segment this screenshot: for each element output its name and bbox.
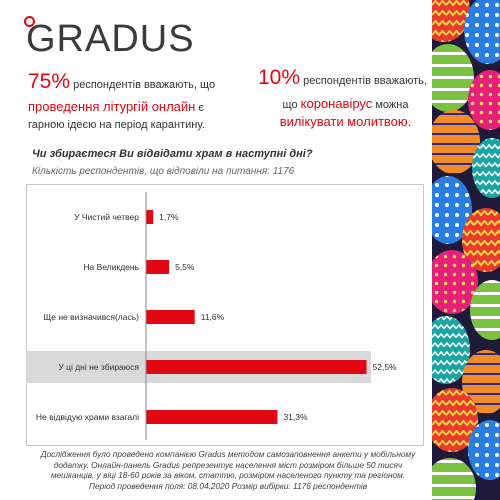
stat-text: респондентів вважають, що [70, 79, 216, 91]
value-label: 31,3% [283, 412, 308, 422]
methodology-note [30, 449, 426, 491]
category-label: Ще не визначився(лась) [43, 312, 139, 322]
stat-text: можна [372, 99, 409, 111]
bar [146, 410, 277, 424]
footer-line: Дослідження було проведено компанією Gradus методом самозаповнення анкети у мобільному [40, 449, 416, 459]
chart-subtitle: Кількість респондентів, що відповіли на питання: 1176 [32, 166, 295, 177]
footer-line: додатку. Онлайн-панель Gradus репрезентує населення міст розміром більше 50 тисяч [53, 459, 403, 470]
value-label: 11,6% [200, 312, 225, 322]
stat-highlight: вилікувати молитвою. [279, 114, 412, 129]
stat-online-liturgy [28, 70, 253, 134]
value-label: 1,7% [159, 212, 179, 222]
bar-chart [26, 184, 424, 446]
stat-text: гарною ідеєю на період карантину. [28, 119, 205, 131]
footer-line: мешканців, у віці 18-60 років за віком, статтю, розміром населеного пункту та регіоном. [50, 470, 406, 480]
stat-text: респондентів вважають, [300, 75, 427, 87]
category-label: Не відвідую храми взагалі [35, 412, 139, 422]
chart-title: Чи збираєтеся Ви відвідати храм в наступні дні? [32, 148, 313, 160]
value-label: 5,5% [175, 262, 195, 272]
footer-line: Період проведення поля: 08.04.2020 Розмір вибірки: 1176 респондентів [88, 480, 368, 491]
stat-coronavirus-prayer [258, 66, 433, 131]
category-label: У Чистий четвер [74, 212, 139, 222]
bar [146, 210, 153, 224]
value-label: 52,5% [372, 362, 397, 372]
stat-percent: 75% [28, 70, 71, 93]
stat-highlight: проведення літургій онлайн [28, 99, 196, 114]
easter-eggs-photo [432, 0, 500, 500]
easter-eggs-icon [432, 0, 500, 500]
bar [146, 260, 169, 274]
category-label: На Великдень [83, 262, 139, 272]
bar [146, 360, 367, 374]
brand-logo: GRADUS [26, 18, 195, 60]
bar [146, 310, 195, 324]
stat-percent: 10% [258, 66, 301, 89]
stat-text: що [282, 99, 301, 111]
stat-text: є [195, 102, 205, 114]
stat-highlight: коронавірус [300, 96, 373, 111]
category-label: У ці дні не збираюся [58, 362, 139, 372]
